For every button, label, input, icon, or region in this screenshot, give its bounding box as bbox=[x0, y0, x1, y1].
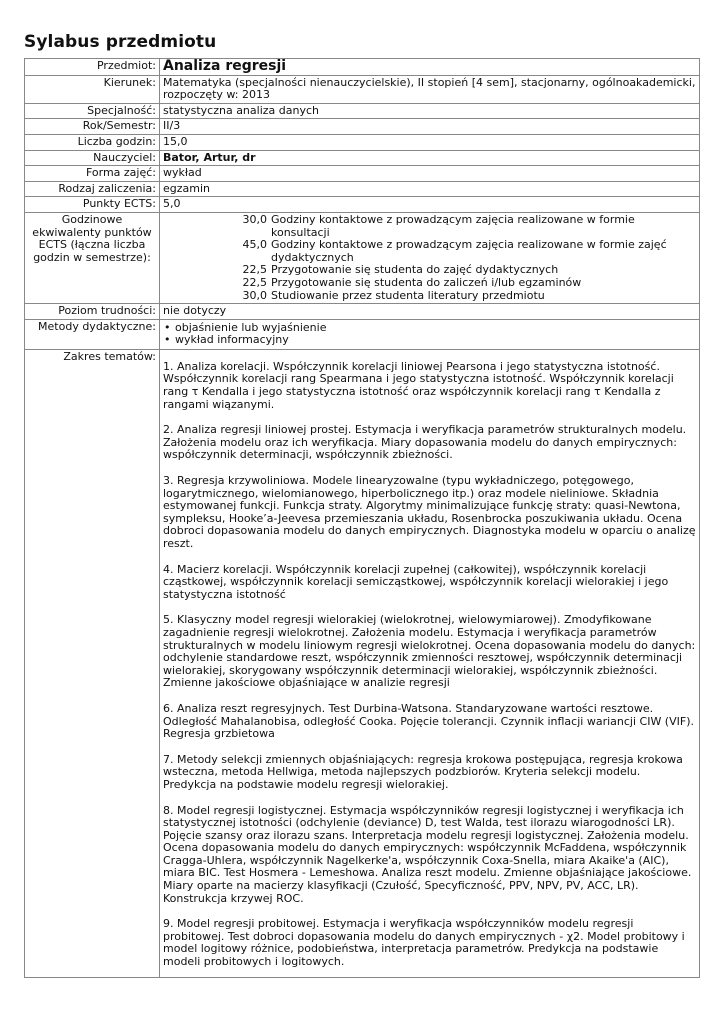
row-forma-zajec bbox=[25, 166, 700, 182]
label-punkty-ects: Punkty ECTS: bbox=[25, 197, 160, 213]
row-punkty-ects bbox=[25, 197, 700, 213]
syllabus-table bbox=[24, 58, 700, 978]
value-poziom-trudnosci: nie dotyczy bbox=[160, 304, 700, 320]
topic-item: 2. Analiza regresji liniowej prostej. Estymacja i weryfikacja parametrów strukturalnych modelu. Założenia modelu oraz ich weryfikacja. Miary dopasowania modelu do danych empirycznych: współczynnik determinacji, współczynnik zbieżności. bbox=[163, 423, 687, 462]
value-liczba-godzin: 15,0 bbox=[160, 134, 700, 150]
topics-list bbox=[163, 351, 696, 976]
label-metody: Metody dydaktyczne: bbox=[25, 319, 160, 349]
hours-item bbox=[163, 277, 696, 290]
value-rodzaj-zaliczenia: egzamin bbox=[160, 181, 700, 197]
row-specjalnosc bbox=[25, 103, 700, 119]
row-rodzaj-zaliczenia bbox=[25, 181, 700, 197]
row-nauczyciel bbox=[25, 150, 700, 166]
row-metody bbox=[25, 319, 700, 349]
label-forma-zajec: Forma zajęć: bbox=[25, 166, 160, 182]
teacher-name: Bator, Artur, dr bbox=[163, 150, 256, 164]
topic-item: 1. Analiza korelacji. Współczynnik korelacji liniowej Pearsona i jego statystyczna istotność. Współczynnik korelacji rang Spearmana i jego statystyczna istotność. Współczynnik korelacji rang τ Kendalla i jego statystyczna istotność oraz współczynnik korelacji rang τ Kendalla z rangami wiązanymi. bbox=[163, 359, 674, 411]
value-punkty-ects: 5,0 bbox=[160, 197, 700, 213]
methods-list bbox=[163, 322, 696, 347]
label-przedmiot: Przedmiot: bbox=[25, 59, 160, 76]
row-kierunek bbox=[25, 75, 700, 103]
hours-description: Godziny kontaktowe z prowadzącym zajęcia realizowane w formie zajęć dydaktycznych bbox=[271, 238, 667, 264]
topic-item: 7. Metody selekcji zmiennych objaśniających: regresja krokowa postępująca, regresja krokowa wsteczna, metoda Hellwiga, metoda najlepszych podzbiorów. Kryteria selekcji modelu. Predykcja na podstawie modelu regresji wielorakiej. bbox=[163, 752, 683, 791]
topic-item: 9. Model regresji probitowej. Estymacja i weryfikacja współczynników modelu regresji probitowej. Test dobroci dopasowania modelu do danych empirycznych - χ2. Model probitowy i model logitowy różnice, podobieństwa, interpretacja parametrów. Predykcja na podstawie modeli probitowych i logitowych. bbox=[163, 917, 685, 969]
hours-description: Godziny kontaktowe z prowadzącym zajęcia realizowane w formie konsultacji bbox=[271, 212, 635, 239]
value-przedmiot bbox=[160, 59, 700, 76]
value-metody bbox=[160, 319, 700, 349]
hours-value: 22,5 bbox=[242, 263, 267, 277]
label-zakres: Zakres tematów: bbox=[25, 349, 160, 977]
hours-description: Przygotowanie się studenta do zajęć dydaktycznych bbox=[271, 263, 559, 277]
hours-description: Przygotowanie się studenta do zaliczeń i/lub egzaminów bbox=[271, 275, 582, 289]
list-item: • objaśnienie lub wyjaśnienie bbox=[163, 322, 696, 335]
row-poziom-trudnosci bbox=[25, 304, 700, 320]
hours-value: 22,5 bbox=[242, 275, 267, 289]
subject-name: Analiza regresji bbox=[163, 58, 287, 74]
topic-item: 4. Macierz korelacji. Współczynnik korelacji zupełnej (całkowitej), współczynnik korelacji cząstkowej, współczynnik korelacji semicząstkowej, współczynnik korelacji wielorakiej i jego statystyczna istotność bbox=[163, 562, 669, 601]
hours-description: Studiowanie przez studenta literatury przedmiotu bbox=[271, 288, 545, 302]
topic-item: 3. Regresja krzywoliniowa. Modele linearyzowalne (typu wykładniczego, potęgowego, logarytmicznego, wielomianowego, hiperbolicznego itp.) oraz modele nieliniowe. Składnia estymowanej funkcji. Funkcja straty. Algorytmy minimalizujące funkcję straty: quasi-Newtona, sympleksu, Hooke’a-Jeevesa przemieszania układu, Rosenbrocka poszukiwania układu. Ocena dobroci dopasowania modelu do danych empirycznych. Diagnostyka modelu w oparciu o analizę reszt. bbox=[163, 474, 696, 550]
hours-item bbox=[163, 290, 696, 303]
page-title: Sylabus przedmiotu bbox=[24, 32, 217, 52]
label-rok-semestr: Rok/Semestr: bbox=[25, 119, 160, 135]
label-specjalnosc: Specjalność: bbox=[25, 103, 160, 119]
topic-item: 8. Model regresji logistycznej. Estymacja współczynników regresji logistycznej i weryfikacja ich statystycznej istotności (odchylenie (deviance) D, test Walda, test ilorazu wiarogodności LR). Pojęcie szansy oraz ilorazu szans. Interpretacja modelu regresji logistycznej. Założenia modelu. Ocena dopasowania modelu do danych empirycznych: współczynnik McFaddena, współczynnik Cragga-Uhlera, współczynnik Nagelkerke'a, współczynnik Coxa-Snella, miara Akaike'a (AIC), miara BIC. Test Hosmera - Lemeshowa. Analiza reszt modelu. Zmienne objaśniające jakościowe. Miary oparte na macierzy klasyfikacji (Czułość, Specyficzność, PPV, NPV, PV, ACC, LR). Konstrukcja krzywej ROC. bbox=[163, 803, 692, 905]
hours-value: 30,0 bbox=[242, 212, 267, 226]
row-godziny bbox=[25, 212, 700, 303]
value-rok-semestr: II/3 bbox=[160, 119, 700, 135]
row-przedmiot bbox=[25, 59, 700, 76]
row-zakres bbox=[25, 349, 700, 977]
hours-value: 30,0 bbox=[242, 288, 267, 302]
label-nauczyciel: Nauczyciel: bbox=[25, 150, 160, 166]
hours-item bbox=[163, 214, 696, 239]
row-rok-semestr bbox=[25, 119, 700, 135]
label-liczba-godzin: Liczba godzin: bbox=[25, 134, 160, 150]
label-poziom-trudnosci: Poziom trudności: bbox=[25, 304, 160, 320]
topic-item: 5. Klasyczny model regresji wielorakiej (wielokrotnej, wielowymiarowej). Zmodyfikowane zagadnienie regresji wielokrotnej. Założenia modelu. Estymacja i weryfikacja parametrów strukturalnych w modelu liniowym regresji wielokrotnej. Ocena dopasowania modelu do danych: odchylenie standardowe reszt, współczynnik zmienności resztowej, współczynnik determinacji wielorakiej, skorygowany współczynnik determinacji wielorakiej, współczynnik zbieżności. Zmienne jakościowe objaśniające w analizie regresji bbox=[163, 613, 696, 690]
value-kierunek: Matematyka (specjalności nienauczycielskie), II stopień [4 sem], stacjonarny, ogólnoakademicki, rozpoczęty w: 2013 bbox=[160, 75, 700, 103]
value-nauczyciel bbox=[160, 150, 700, 166]
label-godziny: Godzinowe ekwiwalenty punktów ECTS (łączna liczba godzin w semestrze): bbox=[25, 212, 160, 303]
value-forma-zajec: wykład bbox=[160, 166, 700, 182]
value-specjalnosc: statystyczna analiza danych bbox=[160, 103, 700, 119]
label-rodzaj-zaliczenia: Rodzaj zaliczenia: bbox=[25, 181, 160, 197]
label-kierunek: Kierunek: bbox=[25, 75, 160, 103]
value-godziny bbox=[160, 212, 700, 303]
row-liczba-godzin bbox=[25, 134, 700, 150]
hours-value: 45,0 bbox=[242, 238, 267, 252]
topic-item: 6. Analiza reszt regresyjnych. Test Durbina-Watsona. Standaryzowane wartości resztowe. Odległość Mahalanobisa, odległość Cooka. Pojęcie tolerancji. Czynnik inflacji wariancji CIW (VIF). Regresja grzbietowa bbox=[163, 701, 694, 741]
list-item: • wykład informacyjny bbox=[163, 334, 696, 347]
value-zakres bbox=[160, 349, 700, 977]
hours-item bbox=[163, 239, 696, 264]
